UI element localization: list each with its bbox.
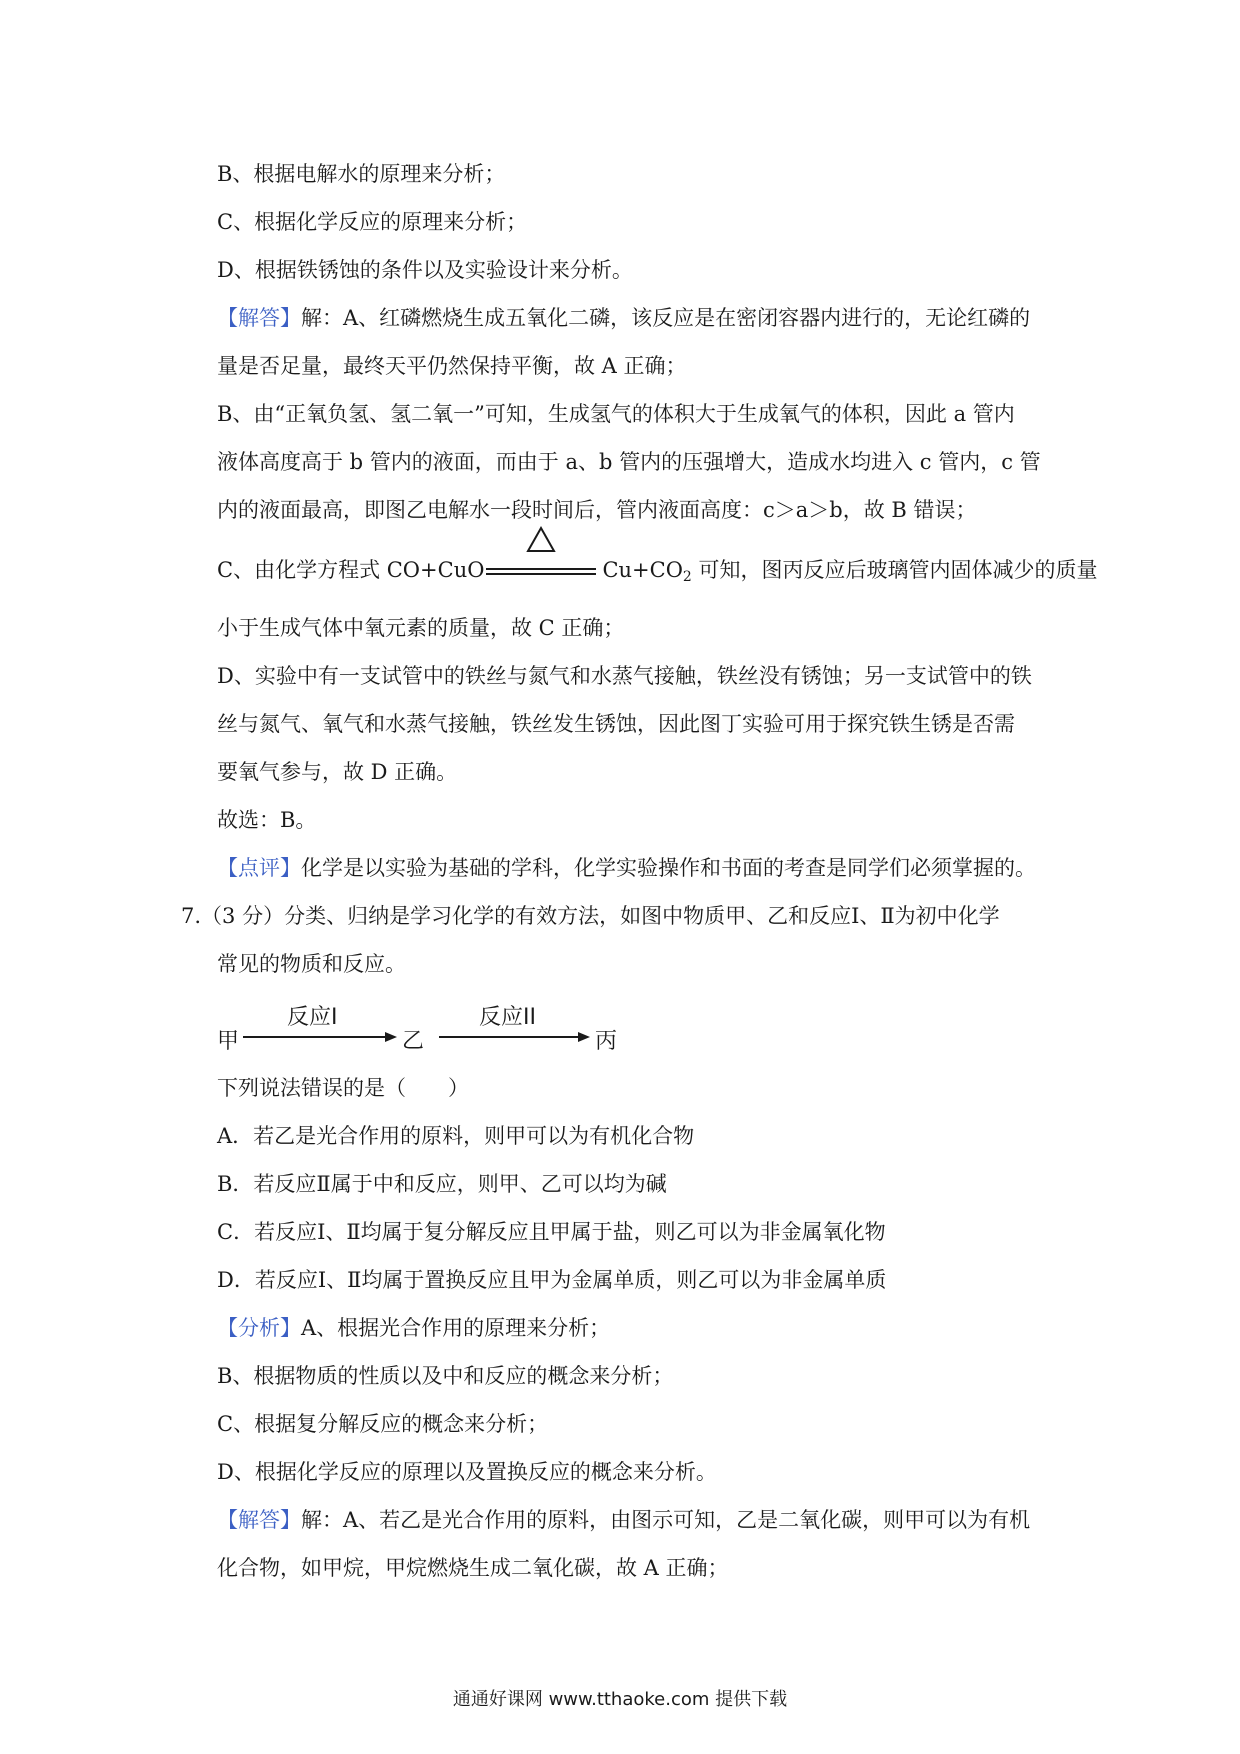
scheme-step1-label: 反应I [287, 1005, 338, 1030]
answer-line: 【解答】解：A、红磷燃烧生成五氧化二磷，该反应是在密闭容器内进行的，无论红磷的 [217, 306, 1031, 330]
text-line: 内的液面最高，即图乙电解水一段时间后，管内液面高度：c＞a＞b，故 B 错误； [217, 498, 977, 522]
reaction-scheme [217, 1000, 637, 1060]
text-line: 小于生成气体中氧元素的质量，故 C 正确； [217, 616, 625, 640]
scheme-middle: 乙 [402, 1029, 425, 1054]
scheme-start: 甲 [217, 1029, 240, 1054]
option-a: A．若乙是光合作用的原料，则甲可以为有机化合物 [217, 1124, 695, 1148]
text-line: B、根据物质的性质以及中和反应的概念来分析； [217, 1364, 674, 1388]
option-d: D．若反应Ⅰ、Ⅱ均属于置换反应且甲为金属单质，则乙可以为非金属单质 [217, 1268, 887, 1292]
scheme-step2-label: 反应II [479, 1005, 536, 1030]
page-footer: 通通好课网 www.tthaoke.com 提供下载 [452, 1689, 788, 1710]
text-line: D、实验中有一支试管中的铁丝与氮气和水蒸气接触，铁丝没有锈蚀；另一支试管中的铁 [217, 664, 1032, 688]
comment-tag: 【点评】 [217, 856, 301, 880]
text-line: C、根据复分解反应的概念来分析； [217, 1412, 549, 1436]
text-line: B、根据电解水的原理来分析； [217, 162, 506, 186]
equation-line: C、由化学方程式 CO+CuO $Cu+CO_2$ 可知，图丙反应后玻璃管内固体减少的质量 [217, 555, 1098, 592]
option-b: B．若反应Ⅱ属于中和反应，则甲、乙可以均为碱 [217, 1172, 667, 1196]
answer-tag: 【解答】 [217, 1508, 301, 1532]
question-prompt: 下列说法错误的是（ ） [217, 1076, 469, 1100]
text-line: 量是否足量，最终天平仍然保持平衡，故 A 正确； [217, 354, 687, 378]
text-line: 丝与氮气、氧气和水蒸气接触，铁丝发生锈蚀，因此图丁实验可用于探究铁生锈是否需 [217, 712, 1015, 736]
text-line: B、由“正氧负氢、氢二氧一”可知，生成氢气的体积大于生成氧气的体积，因此 a 管内 [217, 402, 1015, 426]
text-line: D、根据铁锈蚀的条件以及实验设计来分析。 [217, 258, 633, 282]
scheme-end: 丙 [595, 1029, 618, 1054]
text-line: 常见的物质和反应。 [217, 952, 406, 976]
arrow-right-icon [578, 1032, 590, 1042]
text-line: 故选：B。 [217, 808, 317, 832]
reaction-equals-sign [486, 555, 596, 585]
comment-line: 【点评】化学是以实验为基础的学科，化学实验操作和书面的考查是同学们必须掌握的。 [217, 856, 1036, 880]
question-title: 7.（3 分）分类、归纳是学习化学的有效方法，如图中物质甲、乙和反应Ⅰ、Ⅱ为初中化学 [181, 904, 1000, 928]
option-c: C．若反应Ⅰ、Ⅱ均属于复分解反应且甲属于盐，则乙可以为非金属氧化物 [217, 1220, 886, 1244]
answer-tag: 【解答】 [217, 306, 301, 330]
text-line: 要氧气参与，故 D 正确。 [217, 760, 458, 784]
analysis-tag: 【分析】 [217, 1316, 301, 1340]
answer-line: 【解答】解：A、若乙是光合作用的原料，由图示可知，乙是二氧化碳，则甲可以为有机 [217, 1508, 1031, 1532]
heat-condition-icon [526, 525, 556, 553]
text-line: 化合物，如甲烷，甲烷燃烧生成二氧化碳，故 A 正确； [217, 1556, 729, 1580]
analysis-line: 【分析】A、根据光合作用的原理来分析； [217, 1316, 611, 1340]
text-line: D、根据化学反应的原理以及置换反应的概念来分析。 [217, 1460, 717, 1484]
text-line: C、根据化学反应的原理来分析； [217, 210, 528, 234]
scheme-arrows [217, 1000, 637, 1060]
arrow-right-icon [385, 1032, 397, 1042]
text-line: 液体高度高于 b 管内的液面，而由于 a、b 管内的压强增大，造成水均进入 c 管内，c 管 [217, 450, 1041, 474]
